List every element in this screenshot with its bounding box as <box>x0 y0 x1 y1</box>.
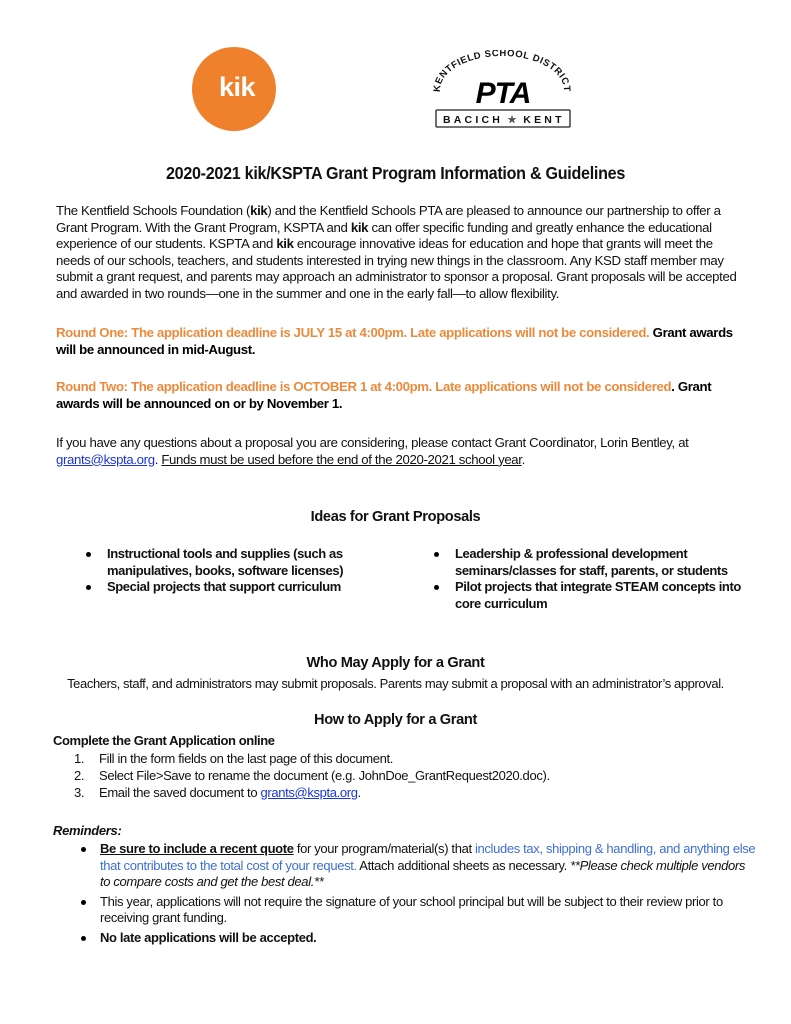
kik-bold: kik <box>350 219 369 235</box>
list-item: No late applications will be accepted. <box>78 930 758 947</box>
pta-arc-text: KENTFIELD SCHOOL DISTRICT <box>431 50 573 93</box>
page-title: 2020-2021 kik/KSPTA Grant Program Information & Guidelines <box>165 163 626 183</box>
reminders-heading: Reminders: <box>53 823 122 838</box>
round-two-deadline: Round Two: The application deadline is OCTOBER 1 at 4:00pm. Late applications will not be considered <box>56 379 672 394</box>
round-one-awards: Grant awards will be announced in mid-August. <box>56 325 733 357</box>
pta-main-text: PTA <box>475 77 531 110</box>
quote-reminder-bold: Be sure to include a recent quote <box>100 841 294 856</box>
step-end: . <box>357 785 361 800</box>
intro-text: The Kentfield Schools Foundation ( <box>56 203 251 218</box>
step-text: Select File>Save to rename the document (e.g. JohnDoe_GrantRequest2020.doc). <box>99 768 550 783</box>
list-item <box>78 841 758 891</box>
who-heading: Who May Apply for a Grant <box>306 655 485 671</box>
step-item <box>74 784 754 801</box>
step-number: 3. <box>74 785 85 800</box>
who-text: Teachers, staff, and administrators may submit proposals. Parents may submit a proposal with an administrator’s approval. <box>67 676 724 691</box>
step-item <box>74 767 754 784</box>
how-subheading: Complete the Grant Application online <box>53 733 275 748</box>
how-heading: How to Apply for a Grant <box>314 712 477 728</box>
round-two-awards: . Grant awards will be announced on or by November 1. <box>56 379 712 411</box>
list-item: Special projects that support curriculum <box>84 579 394 596</box>
star-icon: ★ <box>506 112 518 127</box>
list-item: Instructional tools and supplies (such as manipulatives, books, software licenses) <box>84 546 394 579</box>
reminder-text: Attach additional sheets as necessary. <box>356 857 571 873</box>
pta-logo <box>428 50 574 132</box>
intro-text: ) and the Kentfield Schools PTA are pleased to announce our partnership to offer a Grant Program. With the Grant Program, KSPTA and <box>56 203 721 235</box>
step-text: Fill in the form fields on the last page of this document. <box>99 751 394 766</box>
kik-bold: kik <box>250 203 268 218</box>
ideas-heading: Ideas for Grant Proposals <box>310 509 481 525</box>
step-item <box>74 750 754 767</box>
funds-note: Funds must be used before the end of the 2020-2021 school year <box>161 451 522 467</box>
step-number: 2. <box>74 768 85 783</box>
step-number: 1. <box>74 751 85 766</box>
reminder-highlight: includes tax, shipping & handling, and anything else that contributes to the total cost of your request. <box>100 841 756 873</box>
ideas-list-right <box>432 546 762 612</box>
ideas-list-left <box>84 546 394 596</box>
intro-paragraph <box>56 203 746 303</box>
reminders-list <box>78 841 758 950</box>
round-one-notice <box>56 325 746 358</box>
pta-banner-left: BACICH <box>442 114 504 126</box>
round-one-deadline: Round One: The application deadline is JULY 15 at 4:00pm. Late applications will not be considered. <box>56 325 653 340</box>
pta-banner-right: KENT <box>523 114 565 126</box>
round-two-notice <box>56 379 746 412</box>
intro-text: encourage innovative ideas for education and hope that grants will meet the needs of our schools, teachers, and students interested in trying new things in the classroom. Any KSD staff member may submit a grant request, and parents may approach an administrator to sponsor a proposal. Grant proposals will be accepted and awarded in two rounds—one in the summer and one in the early fall—to allow flexibility. <box>56 236 737 301</box>
kik-logo-text: kik <box>218 71 256 102</box>
grants-email-link[interactable]: grants@kspta.org <box>56 451 155 467</box>
reminder-italic: **Please check multiple vendors to compare costs and get the best deal.** <box>100 857 746 890</box>
grants-email-link[interactable]: grants@kspta.org <box>260 785 358 800</box>
contact-end: . <box>521 451 525 467</box>
list-item: Pilot projects that integrate STEAM concepts into core curriculum <box>432 579 762 612</box>
contact-text: If you have any questions about a proposal you are considering, please contact Grant Coordinator, Lorin Bentley, at <box>56 435 689 450</box>
list-item: This year, applications will not require the signature of your school principal but will be subject to their review prior to receiving grant funding. <box>78 894 758 927</box>
kik-bold: kik <box>276 236 294 252</box>
kik-logo <box>192 47 276 131</box>
apply-steps <box>74 750 754 801</box>
contact-paragraph <box>56 435 746 468</box>
step-text: Email the saved document to <box>99 785 261 800</box>
intro-text: can offer specific funding and greatly enhance the educational experience of our students. KSPTA and <box>56 219 712 252</box>
list-item: Leadership & professional development seminars/classes for staff, parents, or students <box>432 546 762 579</box>
reminder-text: for your program/material(s) that <box>293 841 475 856</box>
contact-sep: . <box>154 451 162 467</box>
